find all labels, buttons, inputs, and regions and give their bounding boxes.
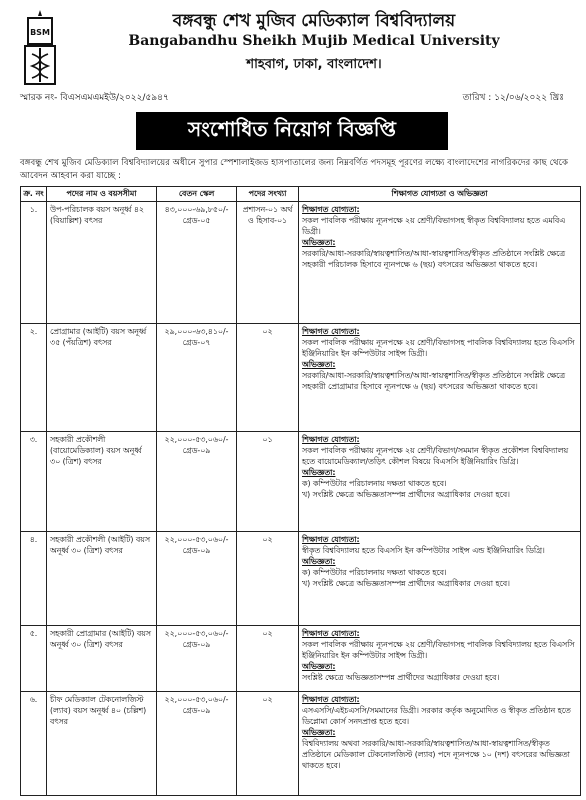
pay-cell: ২২,০০০-৫৩,০৬০/- গ্রেড-০৯ bbox=[157, 432, 237, 532]
col-header-count: পদের সংখ্যা bbox=[237, 187, 299, 202]
table-row bbox=[21, 532, 581, 626]
count-cell: ০২ bbox=[237, 626, 299, 692]
education-text: স্বীকৃত বিশ্ববিদ্যালয় হতে বিএসসি ইন কম্পিউটার সাইন্স এন্ড ইঞ্জিনিয়ারিং ডিগ্রি। bbox=[302, 546, 545, 555]
col-header-post: পদের নাম ও বয়সসীমা bbox=[47, 187, 157, 202]
experience-heading: অভিজ্ঞতা: bbox=[302, 728, 336, 737]
university-address: শাহবাগ, ঢাকা, বাংলাদেশ। bbox=[246, 57, 382, 72]
experience-text-2: খ) সংশ্লিষ্ট ক্ষেত্রে অভিজ্ঞতাসম্পন্ন প্রার্থীদের অগ্রাধিকার দেওয়া হবে। bbox=[302, 490, 510, 499]
memo-number: স্মারক নং- বিএসএমএমইউ/২০২২/৫৯৪৭ bbox=[20, 93, 169, 103]
qualification-cell bbox=[299, 432, 581, 532]
education-text: সকল পাবলিক পরীক্ষায় ন্যূনপক্ষে ২য় শ্রেণী/বিভাগ/সমমান স্বীকৃত প্রকৌশল বিশ্ববিদ্যালয় হতে বায়োমেডিক্যাল/তড়িৎ কৌশল বিষয়ে বিএসসি ইঞ্জিনিয়ারিং ডিগ্রি। bbox=[302, 446, 569, 466]
pay-cell: ২২,০০০-৫৩,০৬০/- গ্রেড-০৯ bbox=[157, 626, 237, 692]
experience-text-2: খ) সংশ্লিষ্ট ক্ষেত্রে অভিজ্ঞতাসম্পন্ন প্রার্থীদের অগ্রাধিকার দেওয়া হবে। bbox=[302, 579, 510, 588]
count-cell: ০২ bbox=[237, 324, 299, 432]
serial-cell: ৫. bbox=[21, 626, 47, 692]
experience-text: সংশ্লিষ্ট ক্ষেত্রে অভিজ্ঞতাসম্পন্ন প্রার্থীদের অগ্রাধিকার দেওয়া হবে। bbox=[302, 673, 500, 682]
post-cell: সহকারী প্রোগ্রামার (আইটি) বয়স অনূর্ধ্ব ৩০ (ত্রিশ) বৎসর bbox=[47, 626, 157, 692]
post-cell: উপ-পরিচালক বয়স অনূর্ধ্ব ৪২ (বিয়াল্লিশ) বৎসর bbox=[47, 202, 157, 324]
col-header-pay: বেতন স্কেল bbox=[157, 187, 237, 202]
experience-heading: অভিজ্ঞতা: bbox=[302, 238, 336, 247]
serial-cell: ৪. bbox=[21, 532, 47, 626]
serial-cell: ৩. bbox=[21, 432, 47, 532]
count-cell: ০১ bbox=[237, 432, 299, 532]
post-cell: চীফ মেডিক্যাল টেকনোলজিস্ট (ল্যাব) বয়স অনূর্ধ্ব ৪০ (চল্লিশ) বৎসর bbox=[47, 692, 157, 796]
notice-title: সংশোধিত নিয়োগ বিজ্ঞপ্তি bbox=[136, 112, 448, 150]
table-row bbox=[21, 626, 581, 692]
post-cell: প্রোগ্রামার (আইটি) বয়স অনূর্ধ্ব ৩৫ (পঁয়ত্রিশ) বৎসর bbox=[47, 324, 157, 432]
experience-text: ক) কম্পিউটার পরিচালনায় দক্ষতা থাকতে হবে। bbox=[302, 568, 447, 577]
qualification-cell bbox=[299, 324, 581, 432]
experience-heading: অভিজ্ঞতা: bbox=[302, 662, 336, 671]
university-name-english: Bangabandhu Sheikh Mujib Medical University bbox=[128, 33, 500, 49]
education-heading: শিক্ষাগত যোগ্যতা: bbox=[302, 435, 360, 444]
notice-date: তারিখ : ১২/০৬/২০২২ খ্রিঃ bbox=[462, 93, 564, 103]
table-row bbox=[21, 692, 581, 796]
university-name-bangla: বঙ্গবন্ধু শেখ মুজিব মেডিক্যাল বিশ্ববিদ্যালয় bbox=[172, 11, 456, 31]
col-header-serial: ক্র. নং bbox=[21, 187, 47, 202]
pay-cell: ২২,০০০-৫৩,০৬০/- গ্রেড-০৯ bbox=[157, 692, 237, 796]
table-header-row bbox=[21, 187, 581, 202]
serial-cell: ১. bbox=[21, 202, 47, 324]
experience-text: বিশ্ববিদ্যালয় অথবা সরকারি/আধা-সরকারি/স্বায়ত্বশাসিত/আধা-স্বায়ত্বশাসিত/স্বীকৃত প্রতিষ্ঠানে মেডিক্যাল টেকনোলজিস্ট (ল্যাব) পদে ন্যূনপক্ষে ১০ (দশ) বৎসরের অভিজ্ঞতা থাকতে হবে। bbox=[302, 739, 570, 770]
experience-text: সরকারি/আধা-সরকারি/স্বায়ত্বশাসিত/আধা-স্বায়ত্বশাসিত/স্বীকৃত প্রতিষ্ঠানে সংশ্লিষ্ট ক্ষেত্রে সহকারী পরিচালক হিসাবে ন্যূনপক্ষে ৬ (ছয়) বৎসরের অভিজ্ঞতা থাকতে হবে। bbox=[302, 249, 566, 269]
education-text: সকল পাবলিক পরীক্ষায় ন্যূনপক্ষে ২য় শ্রেণী/বিভাগসহ স্বীকৃত বিশ্ববিদ্যালয় হতে এমবিএ ডিগ্রী। bbox=[302, 216, 566, 236]
count-cell: প্রশাসন-০১ অর্থ ও হিসাব-০১ bbox=[237, 202, 299, 324]
table-row bbox=[21, 324, 581, 432]
education-heading: শিক্ষাগত যোগ্যতা: bbox=[302, 695, 360, 704]
serial-cell: ২. bbox=[21, 324, 47, 432]
experience-text: ক) কম্পিউটার পরিচালনায় দক্ষতা থাকতে হবে। bbox=[302, 479, 447, 488]
pay-cell: ৪৩,০০০-৬৯,৮৫০/- গ্রেড-০৫ bbox=[157, 202, 237, 324]
experience-heading: অভিজ্ঞতা: bbox=[302, 557, 336, 566]
post-cell: সহকারী প্রকৌশলী (বায়োমেডিক্যাল) বয়স অনূর্ধ্ব ৩০ (ত্রিশ) বৎসর bbox=[47, 432, 157, 532]
col-header-qualification: শিক্ষাগত যোগ্যতা ও অভিজ্ঞতা bbox=[299, 187, 581, 202]
education-heading: শিক্ষাগত যোগ্যতা: bbox=[302, 629, 360, 638]
qualification-cell bbox=[299, 692, 581, 796]
post-cell: সহকারী প্রকৌশলী (আইটি) বয়স অনূর্ধ্ব ৩০ (ত্রিশ) বৎসর bbox=[47, 532, 157, 626]
education-heading: শিক্ষাগত যোগ্যতা: bbox=[302, 327, 360, 336]
education-text: এসএসসি/এইচএসসি/সমমানের ডিগ্রী। সরকার কর্তৃক অনুমোদিত ও স্বীকৃত প্রতিষ্ঠান হতে ডিপ্লোমা কোর্স সনদপ্রাপ্ত হতে হবে। bbox=[302, 706, 571, 726]
intro-paragraph: বঙ্গবন্ধু শেখ মুজিব মেডিক্যাল বিশ্ববিদ্যালয়ের অধীনে সুপার স্পেশালাইজড হাসপাতালের জন্য নিম্নবর্ণিত পদসমূহ পূরণের লক্ষ্যে বাংলাদেশের নাগরিকদের কাছ থেকে আবেদন আহবান করা যাচ্ছে : bbox=[20, 158, 568, 181]
vacancy-table bbox=[20, 186, 581, 796]
experience-heading: অভিজ্ঞতা: bbox=[302, 468, 336, 477]
pay-cell: ২৯,০০০-৬৩,৪১০/- গ্রেড-০৭ bbox=[157, 324, 237, 432]
table-row bbox=[21, 432, 581, 532]
experience-heading: অভিজ্ঞতা: bbox=[302, 360, 336, 369]
count-cell: ০২ bbox=[237, 692, 299, 796]
qualification-cell bbox=[299, 202, 581, 324]
pay-cell: ২২,০০০-৫৩,০৬০/- গ্রেড-০৯ bbox=[157, 532, 237, 626]
table-row bbox=[21, 202, 581, 324]
university-logo bbox=[22, 8, 58, 86]
qualification-cell bbox=[299, 532, 581, 626]
svg-text:BSM: BSM bbox=[30, 28, 50, 37]
education-heading: শিক্ষাগত যোগ্যতা: bbox=[302, 205, 360, 214]
count-cell: ০২ bbox=[237, 532, 299, 626]
experience-text: সরকারি/আধা-সরকারি/স্বায়ত্বশাসিত/আধা-স্বায়ত্বশাসিত/স্বীকৃত প্রতিষ্ঠানে সংশ্লিষ্ট ক্ষেত্রে সহকারী প্রোগ্রামার হিসাবে ন্যূনপক্ষে ৬ (ছয়) বৎসরের অভিজ্ঞতা থাকতে হবে। bbox=[302, 371, 566, 391]
education-text: সকল পাবলিক পরীক্ষায় ন্যূনপক্ষে ২য় শ্রেণী/বিভাগসহ পাবলিক বিশ্ববিদ্যালয় হতে বিএসসি ইঞ্জিনিয়ারিং ইন কম্পিউটার সাইন্স ডিগ্রী। bbox=[302, 338, 575, 358]
education-text: সকল পাবলিক পরীক্ষায় ন্যূনপক্ষে ২য় শ্রেণী/বিভাগসহ পাবলিক বিশ্ববিদ্যালয় হতে বিএসসি ইঞ্জিনিয়ারিং ইন কম্পিউটার সাইন্স ডিগ্রী। bbox=[302, 640, 575, 660]
education-heading: শিক্ষাগত যোগ্যতা: bbox=[302, 535, 360, 544]
qualification-cell bbox=[299, 626, 581, 692]
serial-cell: ৬. bbox=[21, 692, 47, 796]
